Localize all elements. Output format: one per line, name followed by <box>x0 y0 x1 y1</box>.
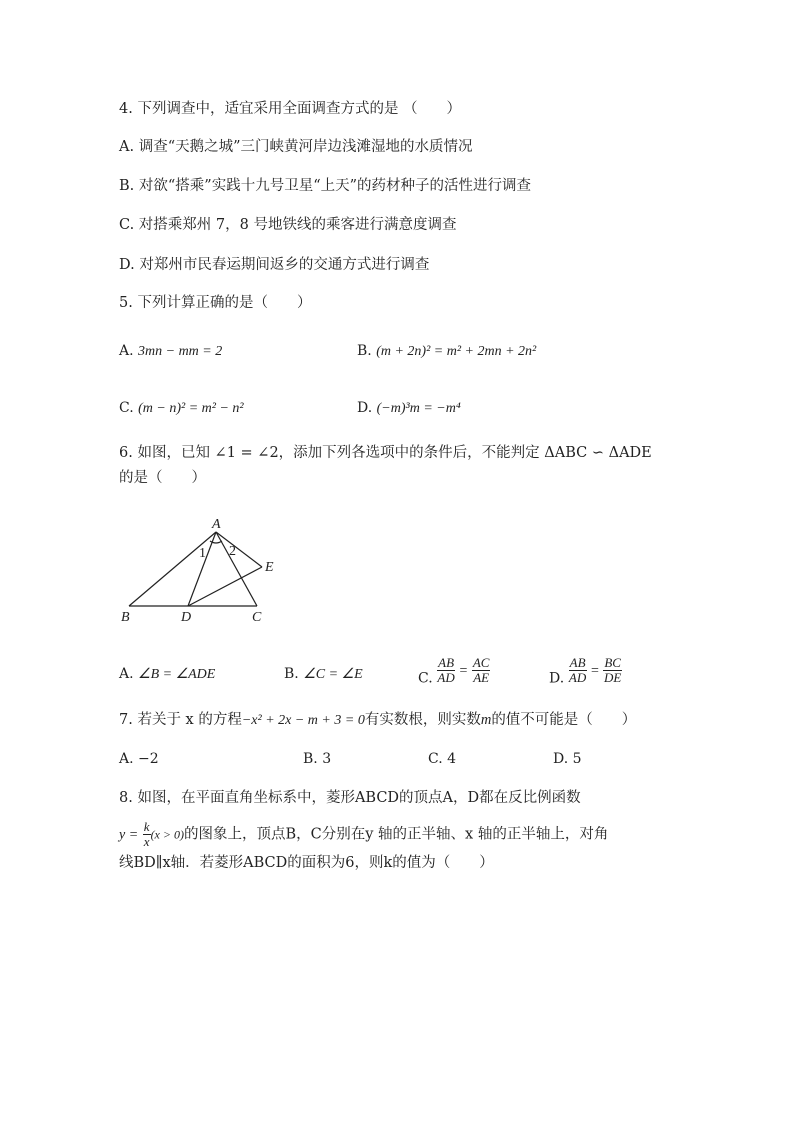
q7-equation: −x² + 2x − m + 3 = 0 <box>241 713 365 728</box>
q6-option-d-frac2 <box>603 656 622 685</box>
frac-numerator: AB <box>438 655 455 670</box>
q4-stem: 4. 下列调查中，适宜采用全面调查方式的是 （ ） <box>119 101 462 117</box>
q4-option-a: A. 调查“天鹅之城”三门峡黄河岸边浅滩湿地的水质情况 <box>119 139 473 155</box>
q8-func-cond: (x > 0) <box>150 827 184 842</box>
q7-variable: m <box>480 712 492 728</box>
q5-option-a <box>119 341 222 362</box>
q8-func-y: y = <box>119 827 139 843</box>
q7-stem <box>119 710 636 731</box>
frac-denominator: AD <box>437 670 455 685</box>
q5-option-c <box>119 398 244 419</box>
q4-option-d: D. 对郑州市民春运期间返乡的交通方式进行调查 <box>119 257 430 273</box>
q5-option-b-math: (m + 2n)² = m² + 2mn + 2n² <box>376 344 537 359</box>
q6-option-d <box>549 656 622 689</box>
q8-line2-rest: 的图象上，顶点B，C分别在y 轴的正半轴、x 轴的正半轴上，对角 <box>183 826 609 843</box>
frac-numerator: AB <box>569 655 586 670</box>
q6-option-d-label: D. <box>549 670 565 687</box>
q5-option-d <box>357 398 461 419</box>
point-label-d: D <box>181 610 192 625</box>
q5-option-b-label: B. <box>357 343 372 359</box>
q5-option-d-label: D. <box>357 400 373 416</box>
q8-line2 <box>119 820 608 849</box>
q7-option-d: D. 5 <box>553 751 582 767</box>
q5-option-d-math: (−m)³m = −m⁴ <box>376 401 461 416</box>
q7-option-a: A. −2 <box>119 751 159 767</box>
q6-option-c-label: C. <box>418 670 433 687</box>
frac-denominator: AD <box>568 670 587 685</box>
frac-numerator: k <box>143 819 150 834</box>
equals-sign: = <box>459 663 468 679</box>
frac-denominator: AE <box>473 670 490 685</box>
point-label-c: C <box>252 610 262 625</box>
frac-denominator: DE <box>603 670 622 685</box>
angle-label-2: 2 <box>229 544 236 559</box>
q7-stem-post: 的值不可能是（ ） <box>491 712 637 728</box>
q5-option-b <box>357 341 536 362</box>
q6-option-b-label: B. <box>284 666 299 682</box>
frac-numerator: BC <box>604 655 621 670</box>
q4-option-c: C. 对搭乘郑州 7，8 号地铁线的乘客进行满意度调查 <box>119 217 457 233</box>
q6-option-a-math: ∠B = ∠ADE <box>138 667 216 682</box>
q7-option-c: C. 4 <box>428 751 457 767</box>
point-label-e: E <box>265 560 274 575</box>
q8-func-frac <box>143 820 151 849</box>
q6-option-b <box>284 664 363 685</box>
segment-ac <box>216 532 257 606</box>
q6-option-c-frac1 <box>437 656 455 685</box>
q6-option-c-frac2 <box>472 656 491 685</box>
equals-sign: = <box>590 663 599 679</box>
q4-option-b: B. 对欲“搭乘”实践十九号卫星“上天”的药材种子的活性进行调查 <box>119 178 532 194</box>
segment-ad <box>188 532 216 606</box>
q6-option-a-label: A. <box>119 666 134 682</box>
frac-denominator: x <box>143 834 150 849</box>
angle-label-1: 1 <box>199 546 206 561</box>
q5-option-a-math: 3mn − mm = 2 <box>138 344 223 359</box>
q6-stem-line1: 6. 如图，已知 ∠1 = ∠2，添加下列各选项中的条件后，不能判定 ΔABC ∽ ΔADE <box>119 445 652 461</box>
frac-numerator: AC <box>472 655 490 670</box>
q6-option-b-math: ∠C = ∠E <box>303 667 363 682</box>
q6-stem-line2: 的是（ ） <box>119 470 206 486</box>
point-label-a: A <box>212 517 221 532</box>
q7-stem-mid: 有实数根，则实数 <box>364 712 481 728</box>
q7-stem-pre: 7. 若关于 x 的方程 <box>119 712 242 728</box>
q7-option-b: B. 3 <box>303 751 332 767</box>
q6-triangle-figure <box>115 512 295 632</box>
q6-option-c <box>418 656 490 689</box>
q8-line1: 8. 如图，在平面直角坐标系中，菱形ABCD的顶点A，D都在反比例函数 <box>119 790 581 806</box>
segment-de <box>188 567 262 606</box>
segment-ae <box>216 532 262 567</box>
q8-line3: 线BD∥x轴．若菱形ABCD的面积为6，则k的值为（ ） <box>119 855 494 871</box>
q5-option-c-label: C. <box>119 400 134 416</box>
segment-ab <box>129 532 216 606</box>
q5-option-a-label: A. <box>119 343 134 359</box>
q5-option-c-math: (m − n)² = m² − n² <box>138 401 244 416</box>
point-label-b: B <box>121 610 130 625</box>
q5-stem: 5. 下列计算正确的是（ ） <box>119 295 312 311</box>
q6-option-d-frac1 <box>569 656 587 685</box>
q6-option-a <box>119 664 215 685</box>
